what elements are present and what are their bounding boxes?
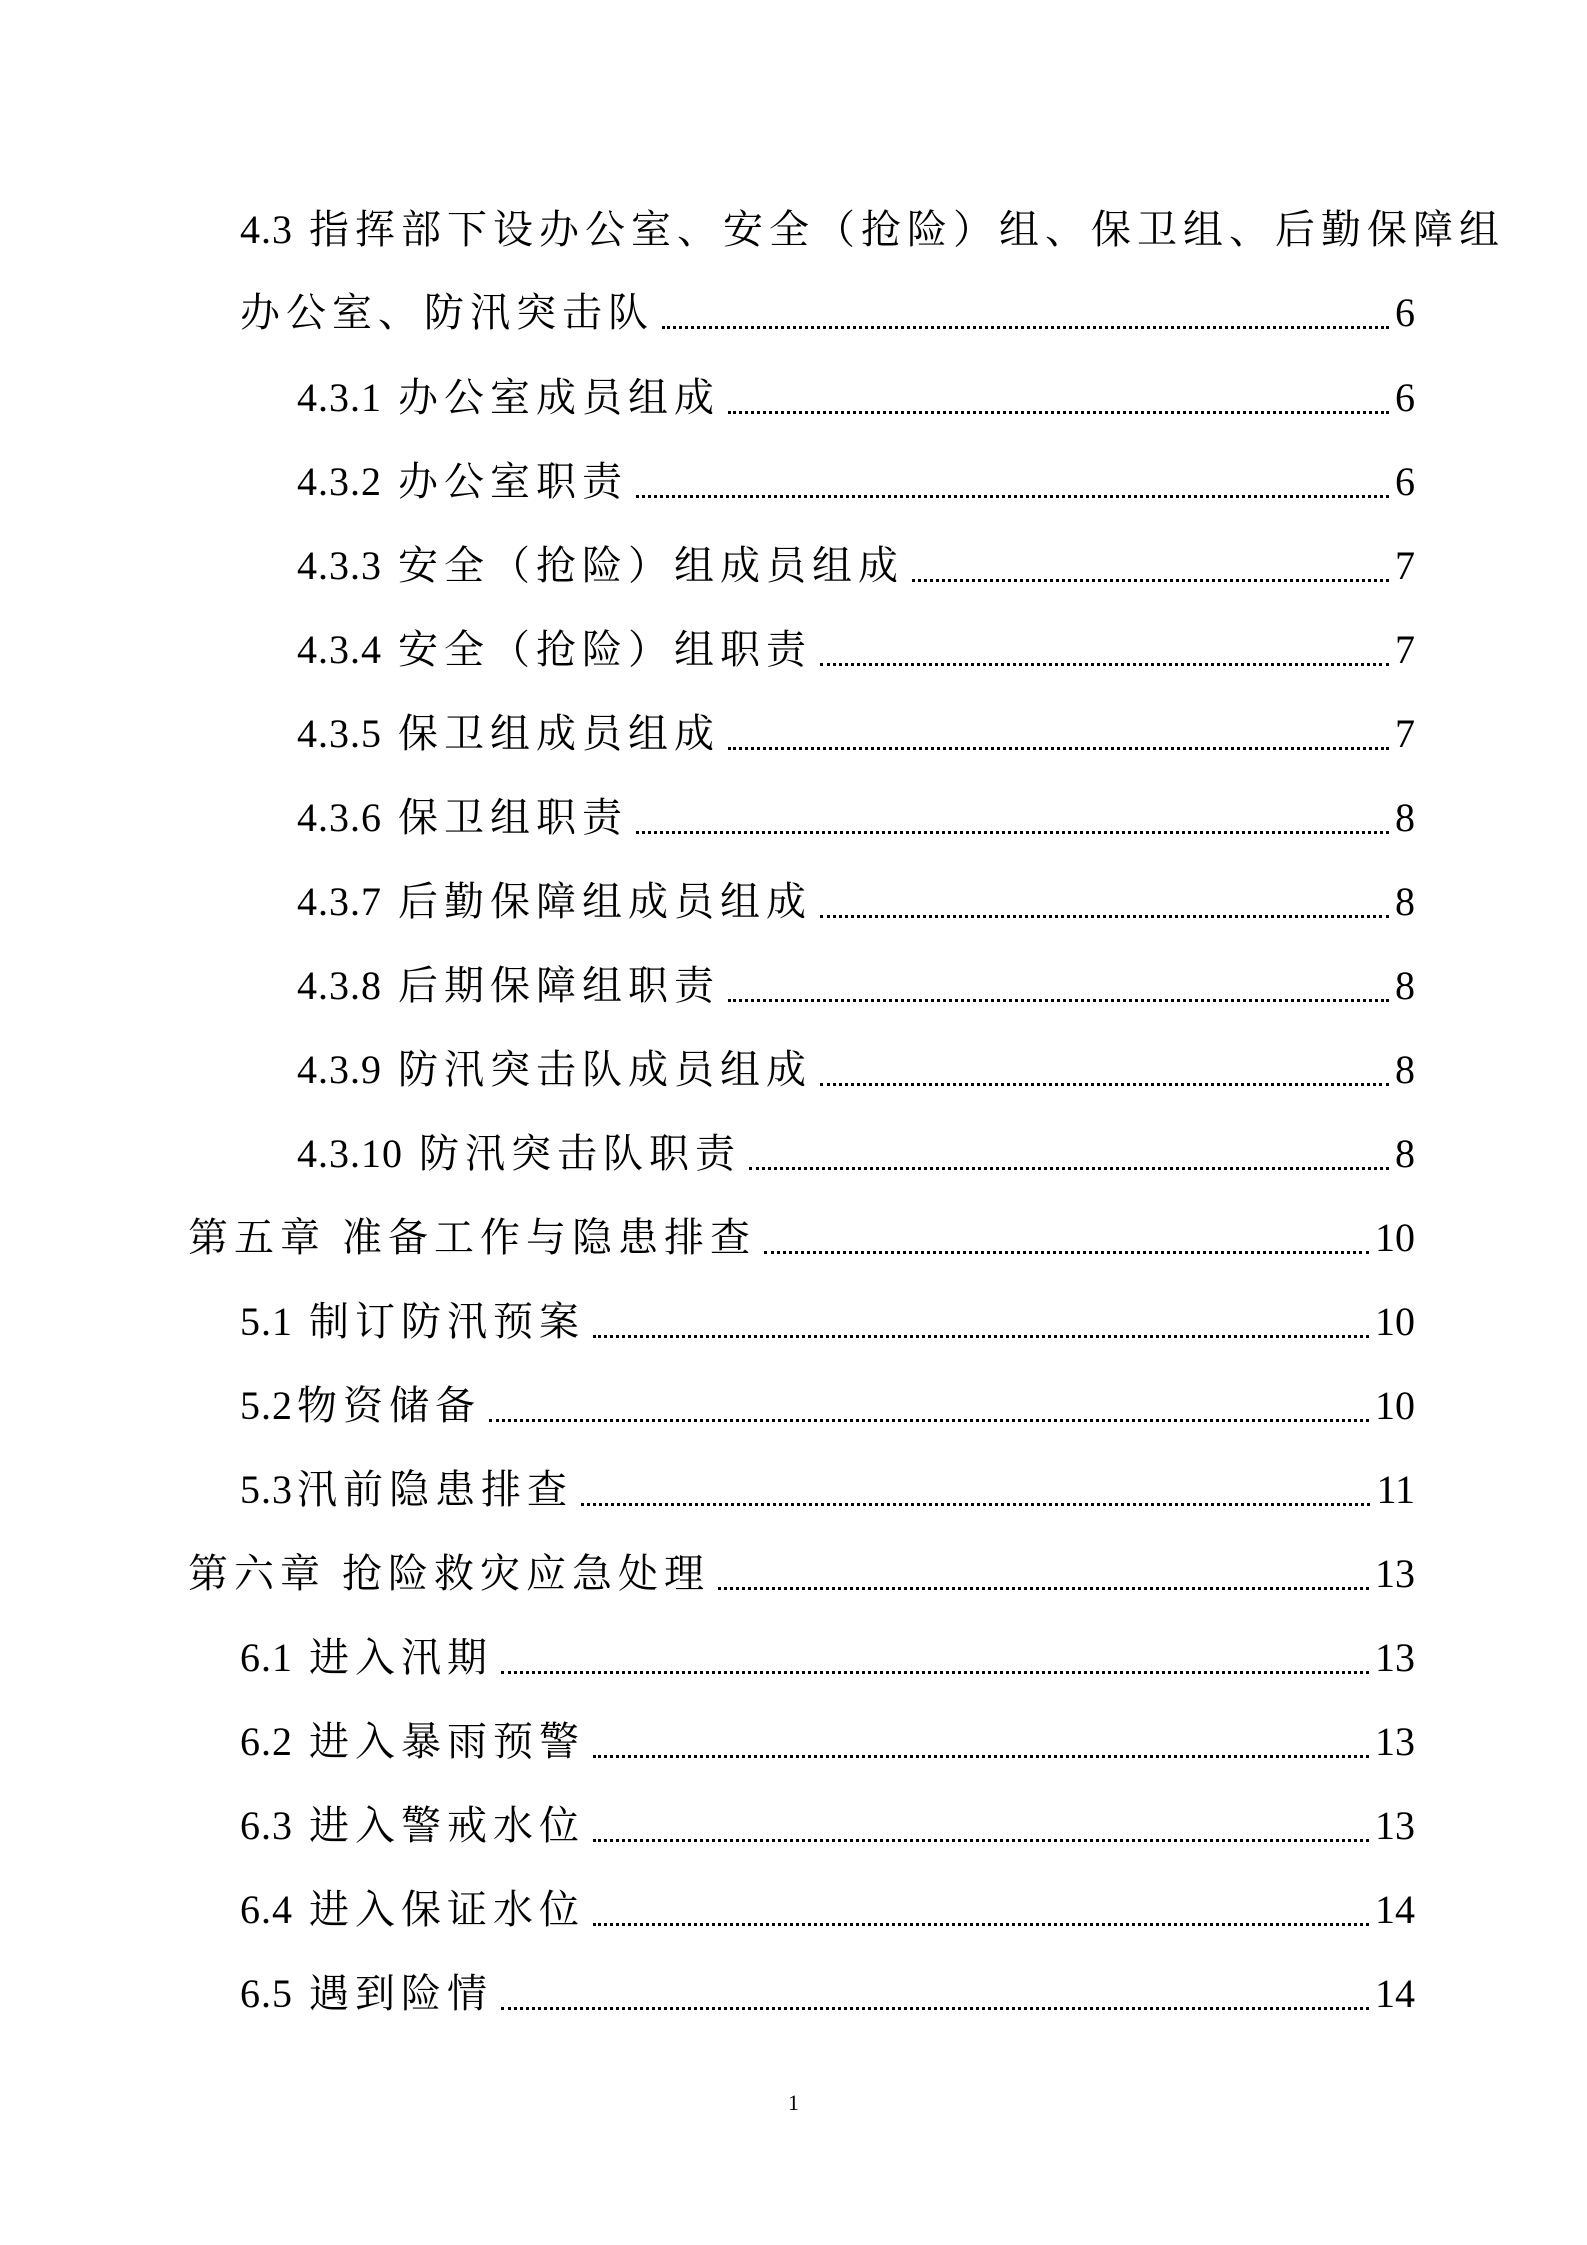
toc-entry[interactable] <box>297 872 1415 932</box>
toc-page-number: 8 <box>1395 963 1415 1008</box>
toc-page-number: 7 <box>1395 543 1415 588</box>
toc-page-number: 14 <box>1375 1971 1415 2016</box>
toc-leader-dots <box>749 1167 1389 1170</box>
toc-entry-title: 办公室职责 <box>398 459 628 505</box>
toc-leader-dots <box>912 579 1389 582</box>
toc-entry-number: 5.1 <box>240 1299 293 1344</box>
toc-chapter-entry[interactable] <box>188 1208 1415 1268</box>
toc-leader-dots <box>501 1671 1369 1674</box>
toc-leader-dots <box>820 915 1389 918</box>
toc-leader-dots <box>501 2007 1369 2010</box>
toc-entry-number: 4.3.4 <box>297 627 382 672</box>
toc-leader-dots <box>489 1419 1369 1422</box>
toc-leader-dots <box>662 326 1389 329</box>
toc-leader-dots <box>718 1587 1369 1590</box>
toc-entry-title: 物资储备 <box>297 1383 481 1429</box>
toc-leader-dots <box>593 1839 1369 1842</box>
footer-page-number: 1 <box>788 2090 799 2115</box>
toc-entry-number: 4.3 <box>240 207 293 252</box>
toc-leader-dots <box>728 411 1389 414</box>
toc-entry-number: 第五章 <box>188 1215 326 1261</box>
toc-page-number: 13 <box>1375 1719 1415 1764</box>
toc-entry-title: 进入保证水位 <box>309 1887 585 1933</box>
toc-entry-title: 后勤保障组成员组成 <box>398 879 812 925</box>
toc-entry-number: 6.3 <box>240 1803 293 1848</box>
toc-leader-dots <box>636 495 1389 498</box>
toc-page-number: 11 <box>1376 1467 1415 1512</box>
toc-entry-number: 4.3.8 <box>297 963 382 1008</box>
toc-page-number: 6 <box>1395 459 1415 504</box>
toc-entry-title: 安全（抢险）组成员组成 <box>398 543 904 589</box>
toc-entry-number: 第六章 <box>188 1551 326 1597</box>
toc-leader-dots <box>636 831 1389 834</box>
toc-page-number: 14 <box>1375 1887 1415 1932</box>
toc-entry-number: 4.3.1 <box>297 375 382 420</box>
toc-entry-title: 防汛突击队职责 <box>419 1131 741 1177</box>
toc-entry-title: 准备工作与隐患排查 <box>342 1215 756 1261</box>
toc-entry[interactable] <box>240 1628 1415 1688</box>
toc-entry[interactable] <box>297 536 1415 596</box>
toc-leader-dots <box>593 1335 1369 1338</box>
toc-entry-title: 办公室成员组成 <box>398 375 720 421</box>
toc-page-number: 13 <box>1375 1635 1415 1680</box>
toc-entry-number: 6.5 <box>240 1971 293 2016</box>
toc-entry-title: 保卫组成员组成 <box>398 711 720 757</box>
toc-entry-4-3-line1[interactable] <box>240 200 1505 260</box>
toc-entry-title: 抢险救灾应急处理 <box>342 1551 710 1597</box>
toc-leader-dots <box>764 1251 1369 1254</box>
toc-leader-dots <box>728 999 1389 1002</box>
toc-page-number: 13 <box>1375 1803 1415 1848</box>
toc-entry[interactable] <box>240 1292 1415 1352</box>
toc-entry-title: 遇到险情 <box>309 1971 493 2017</box>
toc-leader-dots <box>593 1755 1369 1758</box>
toc-page-number: 8 <box>1395 1131 1415 1176</box>
toc-entry-title: 汛前隐患排查 <box>297 1467 573 1513</box>
toc-page-number: 8 <box>1395 795 1415 840</box>
toc-entry[interactable] <box>297 1040 1415 1100</box>
toc-entry-title: 进入暴雨预警 <box>309 1719 585 1765</box>
toc-entry-number: 4.3.7 <box>297 879 382 924</box>
toc-page-number: 8 <box>1395 1047 1415 1092</box>
toc-entry[interactable] <box>297 788 1415 848</box>
toc-entry-number: 4.3.10 <box>297 1131 403 1176</box>
toc-entry-number: 5.3 <box>240 1467 293 1512</box>
toc-entry-title: 保卫组职责 <box>398 795 628 841</box>
toc-leader-dots <box>820 663 1389 666</box>
toc-entry[interactable] <box>240 1880 1415 1940</box>
toc-entry-number: 4.3.3 <box>297 543 382 588</box>
toc-page-number: 13 <box>1375 1551 1415 1596</box>
toc-page-number: 6 <box>1395 375 1415 420</box>
toc-entry-number: 4.3.5 <box>297 711 382 756</box>
toc-page-number: 7 <box>1395 711 1415 756</box>
toc-entry-title: 指挥部下设办公室、安全（抢险）组、保卫组、后勤保障组 <box>309 207 1505 253</box>
toc-entry-number: 4.3.9 <box>297 1047 382 1092</box>
toc-chapter-entry[interactable] <box>188 1544 1415 1604</box>
toc-page-number: 8 <box>1395 879 1415 924</box>
toc-entry-number: 5.2 <box>240 1383 293 1428</box>
toc-entry-4-3-line2[interactable] <box>240 283 1415 343</box>
toc-entry-title: 办公室、防汛突击队 <box>240 290 654 336</box>
toc-entry[interactable] <box>240 1964 1415 2024</box>
toc-entry-number: 6.4 <box>240 1887 293 1932</box>
toc-entry[interactable] <box>240 1796 1415 1856</box>
toc-entry-number: 4.3.6 <box>297 795 382 840</box>
toc-page-number: 7 <box>1395 627 1415 672</box>
toc-entry-title: 制订防汛预案 <box>309 1299 585 1345</box>
toc-entry[interactable] <box>297 452 1415 512</box>
toc-entry[interactable] <box>240 1460 1415 1520</box>
toc-leader-dots <box>728 747 1389 750</box>
toc-entry[interactable] <box>297 956 1415 1016</box>
toc-entry[interactable] <box>297 704 1415 764</box>
toc-leader-dots <box>593 1923 1369 1926</box>
toc-entry-title: 安全（抢险）组职责 <box>398 627 812 673</box>
toc-page-number: 6 <box>1395 290 1415 335</box>
toc-entry-number: 6.1 <box>240 1635 293 1680</box>
toc-entry-title: 后期保障组职责 <box>398 963 720 1009</box>
toc-leader-dots <box>820 1083 1389 1086</box>
toc-leader-dots <box>581 1503 1370 1506</box>
toc-entry-number: 6.2 <box>240 1719 293 1764</box>
toc-page-number: 10 <box>1375 1215 1415 1260</box>
toc-entry[interactable] <box>297 1124 1415 1184</box>
toc-entry-title: 进入警戒水位 <box>309 1803 585 1849</box>
toc-entry-title: 进入汛期 <box>309 1635 493 1681</box>
toc-page-number: 10 <box>1375 1299 1415 1344</box>
toc-entry[interactable] <box>297 368 1415 428</box>
toc-entry-number: 4.3.2 <box>297 459 382 504</box>
toc-entry[interactable] <box>240 1376 1415 1436</box>
toc-entry[interactable] <box>297 620 1415 680</box>
toc-entry-title: 防汛突击队成员组成 <box>398 1047 812 1093</box>
toc-page-number: 10 <box>1375 1383 1415 1428</box>
toc-entry[interactable] <box>240 1712 1415 1772</box>
